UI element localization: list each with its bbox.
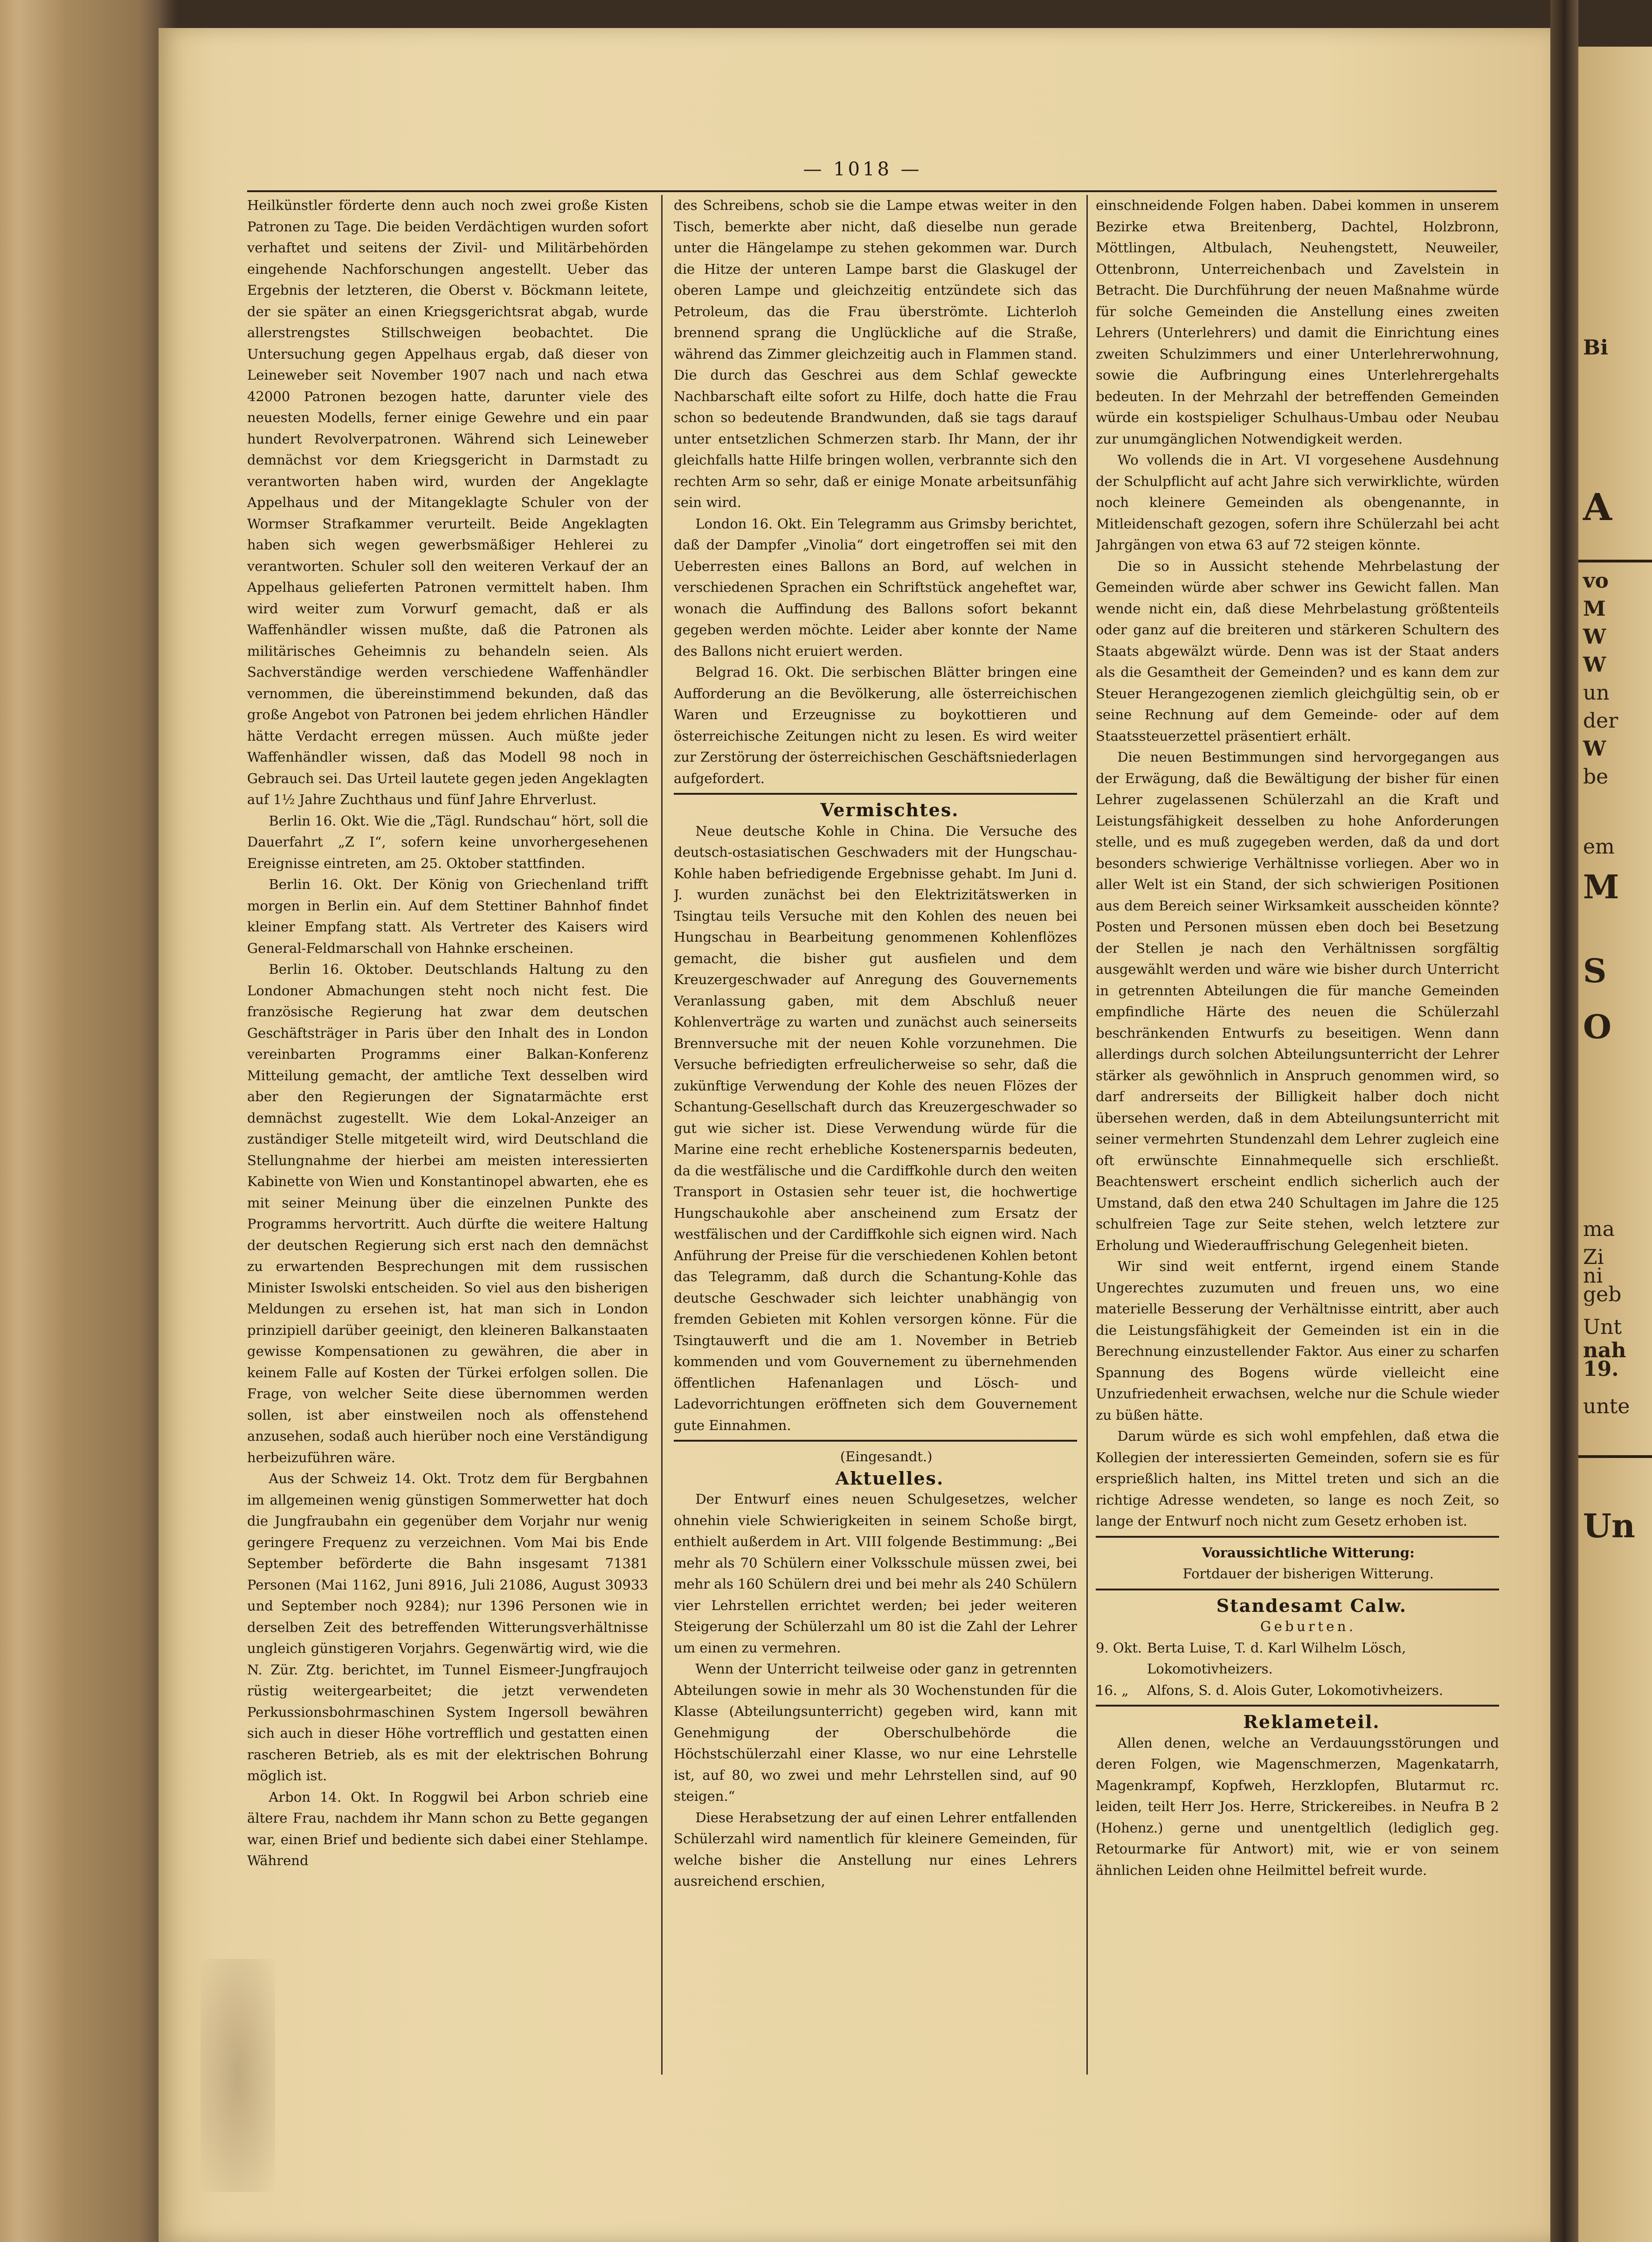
column-1 bbox=[247, 195, 648, 2070]
right-fragment-text: vo bbox=[1583, 569, 1609, 593]
right-fragment-text: O bbox=[1583, 1007, 1611, 1046]
article-schulgesetz-7: Die neuen Bestimmungen sind hervorgegangen aus der Erwägung, daß die Bewältigung der bisher für einen Lehrer zugelassenen Schülerzahl an die Kraft und Leistungsfähigkeit desselben zu hohe Anforderungen stelle, und es muß zugegeben werden, daß da und dort besonders schwierige Verhältnisse vorliegen. Aber wo in aller Welt ist ein Stand, der sich schwierigen Positionen aus dem Bereich seiner Wirksamkeit ausscheiden könnte? Posten und Personen müssen eben doch bei Besetzung der Stellen je nach den Verhältnissen sorgfältig ausgewählt werden und wäre wie bisher durch Unterricht in getrennten Abteilungen die für manche Gemeinden empfindliche Härte des neuen die Schülerzahl beschränkenden Entwurfs zu beseitigen. Wenn dann allerdings durch solchen Abteilungsunterricht der Lehrer stärker als gewöhnlich in Anspruch genommen wird, so darf andrerseits der Billigkeit halber doch nicht übersehen werden, daß in dem Abteilungsunterricht mit seiner vermehrten Stundenzahl dem Lehrer zugleich eine oft erwünschte Einnahmequelle sich erschließt. Beachtenswert erscheint endlich sicherlich auch der Umstand, daß den etwa 240 Schultagen im Jahre die 125 schulfreien Tage zur Seite stehen, welch letztere zur Erholung und Wiederauffrischung Gelegenheit bieten. bbox=[1096, 749, 1499, 1253]
section-heading-aktuelles: Aktuelles. bbox=[835, 1467, 944, 1489]
eingesandt-label: (Eingesandt.) bbox=[840, 1449, 933, 1465]
right-fragment-text: Zi bbox=[1583, 1245, 1604, 1269]
right-fragment-text: W bbox=[1583, 625, 1606, 649]
article-patronen: Heilkünstler förderte denn auch noch zwei große Kisten Patronen zu Tage. Die beiden Verdächtigen wurden sofort verhaftet und seitens der Zivil- und Militärbehörden eingehende Nachforschungen angestellt. Ueber das Ergebnis der letzteren, die Oberst v. Böckmann leitete, der sie später an einen Kriegsgerichtsrat abgab, wurde allerstrengstes Stillschweigen beobachtet. Die Untersuchung gegen Appelhaus ergab, daß dieser von Leineweber seit November 1907 nach und nach etwa 42000 Patronen bezogen hatte, darunter viele des neuesten Modells, ferner einige Gewehre und ein paar hundert Revolverpatronen. Während sich Leineweber demnächst vor dem Kriegsgericht in Darmstadt zu verantworten haben wird, wurden der Angeklagte Appelhaus und der Mitangeklagte Schuler von der Wormser Strafkammer verurteilt. Beide Angeklagten haben sich wegen gewerbsmäßiger Hehlerei zu verantworten. Schuler soll den weiteren Verkauf der an Appelhaus gelieferten Patronen vermittelt haben. Ihm wird weiter zum Vorwurf gemacht, daß er als Waffenhändler wissen mußte, daß die Patronen als militärisches Geheimnis zu behandeln seien. Als Sachverständige werden verschiedene Waffenhändler vernommen, die übereinstimmend bekunden, daß das große Angebot von Patronen bei jedem ehrlichen Händler hätte Verdacht erregen müssen. Auch müßte jeder Waffenhändler wissen, daß das Modell 98 noch in Gebrauch sei. Das Urteil lautete gegen jeden Angeklagten auf 1½ Jahre Zuchthaus und fünf Jahre Ehrverlust. bbox=[247, 197, 648, 807]
article-schulgesetz-5: Wo vollends die in Art. VI vorgesehene Ausdehnung der Schulpflicht auf acht Jahre sich verwirklichte, würden noch kleinere Gemeinden als obengenannte, in Mitleidenschaft gezogen, sofern ihre Schülerzahl bei acht Jahrgängen von etwa 63 auf 72 steigen könnte. bbox=[1096, 452, 1499, 553]
birth-text: Berta Luise, T. d. Karl Wilhelm Lösch, Lokomotivheizers. bbox=[1147, 1639, 1406, 1677]
column-3 bbox=[1096, 195, 1499, 2075]
column-divider bbox=[661, 195, 663, 2075]
right-fragment-text: W bbox=[1583, 653, 1606, 677]
right-fragment-text: nah bbox=[1583, 1339, 1626, 1362]
reklame-text: Allen denen, welche an Verdauungsstörungen und deren Folgen, wie Magenschmerzen, Magenkatarrh, Magenkrampf, Kopfweh, Herzklopfen, Blutarmut rc. leiden, teilt Herr Jos. Herre, Strickereibes. in Neufra B 2 (Hohenz.) gerne und unentgeltlich (lediglich geg. Retourmarke für Antwort) mit, wie er von seinem ähnlichen Leiden ohne Heilmittel befreit wurde. bbox=[1096, 1735, 1499, 1878]
right-fragment-text: A bbox=[1583, 485, 1612, 529]
article-berlin-haltung: Berlin 16. Oktober. Deutschlands Haltung zu den Londoner Abmachungen steht noch nicht fest. Die französische Regierung hat zwar dem deutschen Geschäftsträger in Paris über den Inhalt des in London vereinbarten Programms einer Balkan-Konferenz Mitteilung gemacht, der amtliche Text desselben wird aber den Regierungen der Signatarmächte erst demnächst zugestellt. Wie dem Lokal-Anzeiger an zuständiger Stelle mitgeteilt wird, wird Deutschland die Stellungnahme der hierbei am meisten interessierten Kabinette von Wien und Konstantinopel abwarten, ehe es mit seiner Meinung über die einzelnen Punkte des Programms hervortritt. Auch dürfte die weitere Haltung der deutschen Regierung sich erst nach den demnächst zu erwartenden Besprechungen mit dem russischen Minister Iswolski entscheiden. So viel aus den bisherigen Meldungen zu ersehen ist, hat man sich in London prinzipiell darüber geeinigt, den kleineren Balkanstaaten gewisse Kompensationen zu gewähren, die aber in keinem Falle auf Kosten der Türkei erfolgen sollen. Die Frage, von welcher Seite diese übernommen werden sollen, ist aber einstweilen noch als offenstehend anzusehen, sodaß auch hierüber noch eine Verständigung herbeizuführen wäre. bbox=[247, 961, 648, 1465]
section-heading-vermischtes: Vermischtes. bbox=[820, 799, 959, 820]
article-kohle-china: Neue deutsche Kohle in China. Die Versuche des deutsch-ostasiatischen Geschwaders mit der Hungschau-Kohle haben befriedigende Ergebnisse gehabt. Im Juni d. J. wurden zunächst bei den Elektrizitätswerken in Tsingtau teils Versuche mit den Kohlen des neuen bei Hungschau in Bearbeitung genommenen Kohlenflözes gemacht, die bisher gut ausfielen und dem Kreuzergeschwader auf Anregung des Gouvernements Veranlassung gaben, mit dem Abschluß neuer Kohlenverträge zu warten und zunächst auch seinerseits Brennversuche mit der neuen Kohle vorzunehmen. Die Versuche befriedigten erfreulicherweise so sehr, daß die zukünftige Verwendung der Kohle des neuen Flözes der Schantung-Gesellschaft durch das Kreuzergeschwader so gut wie sicher ist. Diese Verwendung würde für die Marine eine recht erhebliche Kostenersparnis bedeuten, da die westfälische und die Cardiffkohle durch den weiten Transport in Ostasien sehr teuer ist, die hochwertige Hungschaukohle aber anscheinend zum Ersatz der westfälischen und der Cardiffkohle sich eignen wird. Nach Anführung der Preise für die verschiedenen Kohlen betont das Telegramm, daß durch die Schantung-Kohle das deutsche Geschwader sich leichter unabhängig von fremden Gebieten mit Kohlen versorgen könne. Für die Tsingtauwerft und die am 1. November in Betrieb kommenden und vom Gouvernement zu übernehmenden öffentlichen Hafenanlagen und Lösch- und Ladevorrichtungen eröffneten sich dem Gouvernement gute Einnahmen. bbox=[674, 823, 1077, 1433]
right-fragment-text: Un bbox=[1583, 1506, 1635, 1545]
article-arbon: Arbon 14. Okt. In Roggwil bei Arbon schrieb eine ältere Frau, nachdem ihr Mann schon zu Bette gegangen war, einen Brief und bediente sich dabei einer Stehlampe. Während bbox=[247, 1789, 648, 1868]
right-fragment-text: ni bbox=[1583, 1264, 1603, 1288]
article-berlin-zeppelin: Berlin 16. Okt. Wie die „Tägl. Rundschau“ hört, soll die Dauerfahrt „Z I“, sofern keine unvorhergesehenen Ereignisse eintreten, am 25. Oktober stattfinden. bbox=[247, 812, 648, 871]
weather-heading: Voraussichtliche Witterung: bbox=[1202, 1544, 1415, 1561]
right-fragment-text: unte bbox=[1583, 1395, 1630, 1418]
weather-text: Fortdauer der bisherigen Witterung. bbox=[1182, 1566, 1434, 1582]
section-rule bbox=[1096, 1589, 1499, 1590]
right-fragment-text: geb bbox=[1583, 1283, 1622, 1306]
article-schulgesetz-4: einschneidende Folgen haben. Dabei kommen in unserem Bezirke etwa Breitenberg, Dachtel, Holzbronn, Möttlingen, Altbulach, Neuhengstett, Neuweiler, Ottenbronn, Unterreichenbach und Zavelstein in Betracht. Die Durchführung der neuen Maßnahme würde für solche Gemeinden die Anstellung eines zweiten Lehrers (Unterlehrers) und damit die Einrichtung eines zweiten Schulzimmers und einer Unterlehrerwohnung, sowie die Aufbringung eines Unterlehrergehalts bedeuten. In der Mehrzahl der betreffenden Gemeinden würde ein kostspieliger Schulhaus-Umbau oder Neubau zur unumgänglichen Notwendigkeit werden. bbox=[1096, 197, 1499, 447]
article-schulgesetz-2: Wenn der Unterricht teilweise oder ganz in getrennten Abteilungen sowie in mehr als 30 Wochenstunden für die Klasse (Abteilungsunterricht) gegeben wird, kann mit Genehmigung der Oberschulbehörde die Höchstschülerzahl einer Klasse, wo nur eine Lehrstelle ist, auf 80, wo zwei und mehr Lehrstellen sind, auf 90 steigen.“ bbox=[674, 1661, 1077, 1804]
article-london: London 16. Okt. Ein Telegramm aus Grimsby berichtet, daß der Dampfer „Vinolia“ dort eingetroffen sei mit den Ueberresten eines Ballons an Bord, auf welchen in verschiedenen Sprachen ein Schriftstück angeheftet war, wonach die Auffindung des Ballons sofort bekannt gegeben werden möchte. Leider aber konnte der Name des Ballons nicht eruiert werden. bbox=[674, 515, 1077, 659]
article-belgrad: Belgrad 16. Okt. Die serbischen Blätter bringen eine Aufforderung an die Bevölkerung, alle österreichischen Waren und Erzeugnisse zu boykottieren und österreichische Zeitungen nicht zu lesen. Es wird weiter zur Zerstörung der österreichischen Geschäftsniederlagen aufgefordert. bbox=[674, 664, 1077, 786]
right-fragment-text: W bbox=[1583, 737, 1606, 761]
section-rule bbox=[1096, 1536, 1499, 1538]
article-schulgesetz-3: Diese Herabsetzung der auf einen Lehrer entfallenden Schülerzahl wird namentlich für kleinere Gemeinden, für welche bisher die Anstellung nur eines Lehrers ausreichend erschien, bbox=[674, 1809, 1077, 1889]
standesamt-heading: Standesamt Calw. bbox=[1216, 1595, 1407, 1616]
article-arbon-continued: des Schreibens, schob sie die Lampe etwas weiter in den Tisch, bemerkte aber nicht, daß dieselbe nun gerade unter die Hängelampe zu stehen gekommen war. Durch die Hitze der unteren Lampe barst die Glaskugel der oberen Lampe und gleichzeitig entzündete sich das Petroleum, das die Frau überströmte. Lichterloh brennend sprang die Unglückliche auf die Straße, während das Zimmer gleichzeitig auch in Flammen stand. Die durch das Geschrei aus dem Schlaf geweckte Nachbarschaft eilte sofort zu Hilfe, doch hatte die Frau schon so bedeutende Brandwunden, daß sie tags darauf unter entsetzlichen Schmerzen starb. Ihr Mann, der ihr gleichfalls hatte Hilfe bringen wollen, verbrannte sich den rechten Arm so sehr, daß er einige Monate arbeitsunfähig sein wird. bbox=[674, 197, 1077, 510]
right-page-fragment bbox=[1578, 47, 1652, 2242]
book-gutter bbox=[1550, 0, 1578, 2242]
right-fragment-text: M bbox=[1583, 597, 1606, 621]
column-2 bbox=[674, 195, 1077, 2075]
right-fragment-text: be bbox=[1583, 765, 1609, 789]
right-fragment-rule bbox=[1578, 1455, 1652, 1458]
header-rule bbox=[247, 190, 1497, 192]
right-fragment-rule bbox=[1578, 560, 1652, 562]
right-fragment-text: em bbox=[1583, 835, 1615, 859]
right-fragment-text: M bbox=[1583, 868, 1619, 906]
section-rule bbox=[674, 1440, 1077, 1442]
right-fragment-text: 19. bbox=[1583, 1357, 1619, 1381]
section-rule bbox=[1096, 1705, 1499, 1707]
right-fragment-text: ma bbox=[1583, 1217, 1615, 1241]
geburten-label: Geburten. bbox=[1260, 1618, 1356, 1634]
column-divider bbox=[1086, 195, 1088, 2075]
right-fragment-text: S bbox=[1583, 951, 1607, 990]
article-schulgesetz-9: Darum würde es sich wohl empfehlen, daß etwa die Kollegien der interessierten Gemeinden, sofern sie es für ersprießlich halten, ins Mittel treten und sich an die richtige Adresse wendeten, so lange es noch Zeit, so lange der Entwurf noch nicht zum Gesetz erhoben ist. bbox=[1096, 1428, 1499, 1529]
right-fragment-text: Unt bbox=[1583, 1315, 1622, 1339]
birth-date: 9. Okt. bbox=[1096, 1639, 1142, 1656]
right-fragment-text: un bbox=[1583, 681, 1610, 705]
birth-entry bbox=[1096, 1638, 1499, 1680]
article-schweiz: Aus der Schweiz 14. Okt. Trotz dem für Bergbahnen im allgemeinen wenig günstigen Sommerwetter hat doch die Jungfraubahn ein gegenüber dem Vorjahr nur wenig geringere Frequenz zu verzeichnen. Vom Mai bis Ende September beförderte die Bahn insgesamt 71381 Personen (Mai 1162, Juni 8916, Juli 21086, August 30933 und September noch 9284); nur 1396 Personen wie in derselben Zeit des betreffenden Witterungsverhältnisse ungleich günstigeren Vorjahrs. Gegenwärtig wird, wie die N. Zür. Ztg. berichtet, im Tunnel Eismeer-Jungfraujoch rüstig weitergearbeitet; die jetzt verwendeten Perkussionsbohrmaschinen System Ingersoll bewähren sich auch in dieser Höhe vortrefflich und gestatten einen rascheren Betrieb, als es mit der elektrischen Bohrung möglich ist. bbox=[247, 1471, 648, 1784]
page-number: — 1018 — bbox=[803, 159, 922, 180]
birth-date: 16. „ bbox=[1096, 1682, 1129, 1698]
article-schulgesetz-1: Der Entwurf eines neuen Schulgesetzes, welcher ohnehin viele Schwierigkeiten in seinem Schoße birgt, enthielt außerdem in Art. VIII folgende Bestimmung: „Bei mehr als 70 Schülern einer Volksschule müssen zwei, bei mehr als 160 Schülern drei und bei mehr als 240 Schülern vier Lehrstellen errichtet werden; bei jeder weiteren Steigerung der Schülerzahl um 80 ist die Zahl der Lehrer um einen zu vermehren. bbox=[674, 1491, 1077, 1656]
article-berlin-koenig: Berlin 16. Okt. Der König von Griechenland trifft morgen in Berlin ein. Auf dem Stettiner Bahnhof findet kleiner Empfang statt. Als Vertreter des Kaisers wird General-Feldmarschall von Hahnke erscheinen. bbox=[247, 876, 648, 956]
birth-text: Alfons, S. d. Alois Guter, Lokomotivheizers. bbox=[1147, 1682, 1444, 1698]
right-fragment-text: der bbox=[1583, 709, 1618, 733]
section-rule bbox=[674, 793, 1077, 795]
right-fragment-text: Bi bbox=[1583, 336, 1608, 360]
article-schulgesetz-8: Wir sind weit entfernt, irgend einem Stande Ungerechtes zuzumuten und freuen uns, wo eine materielle Besserung der Verhältnisse eintritt, aber auch die Leistungsfähigkeit der Gemeinden ist ein in die Berechnung einzustellender Faktor. Aus einer zu scharfen Spannung des Bogens würde vielleicht eine Unzufriedenheit erwachsen, welche nur die Schule wieder zu büßen hätte. bbox=[1096, 1258, 1499, 1423]
birth-entry bbox=[1096, 1680, 1499, 1701]
reklame-heading: Reklameteil. bbox=[1243, 1711, 1380, 1732]
article-schulgesetz-6: Die so in Aussicht stehende Mehrbelastung der Gemeinden würde aber schwer ins Gewicht fallen. Man wende nicht ein, daß diese Mehrbelastung größtenteils oder ganz auf die breiteren und stärkeren Schultern des Staats abgewälzt würde. Denn was ist der Staat anders als die Gesamtheit der Gemeinden? und es kann dem zur Steuer Herangezogenen ziemlich gleichgültig sein, ob er seine Rechnung auf dem Gemeinde- oder auf dem Staatssteuerzettel präsentiert erhält. bbox=[1096, 558, 1499, 744]
